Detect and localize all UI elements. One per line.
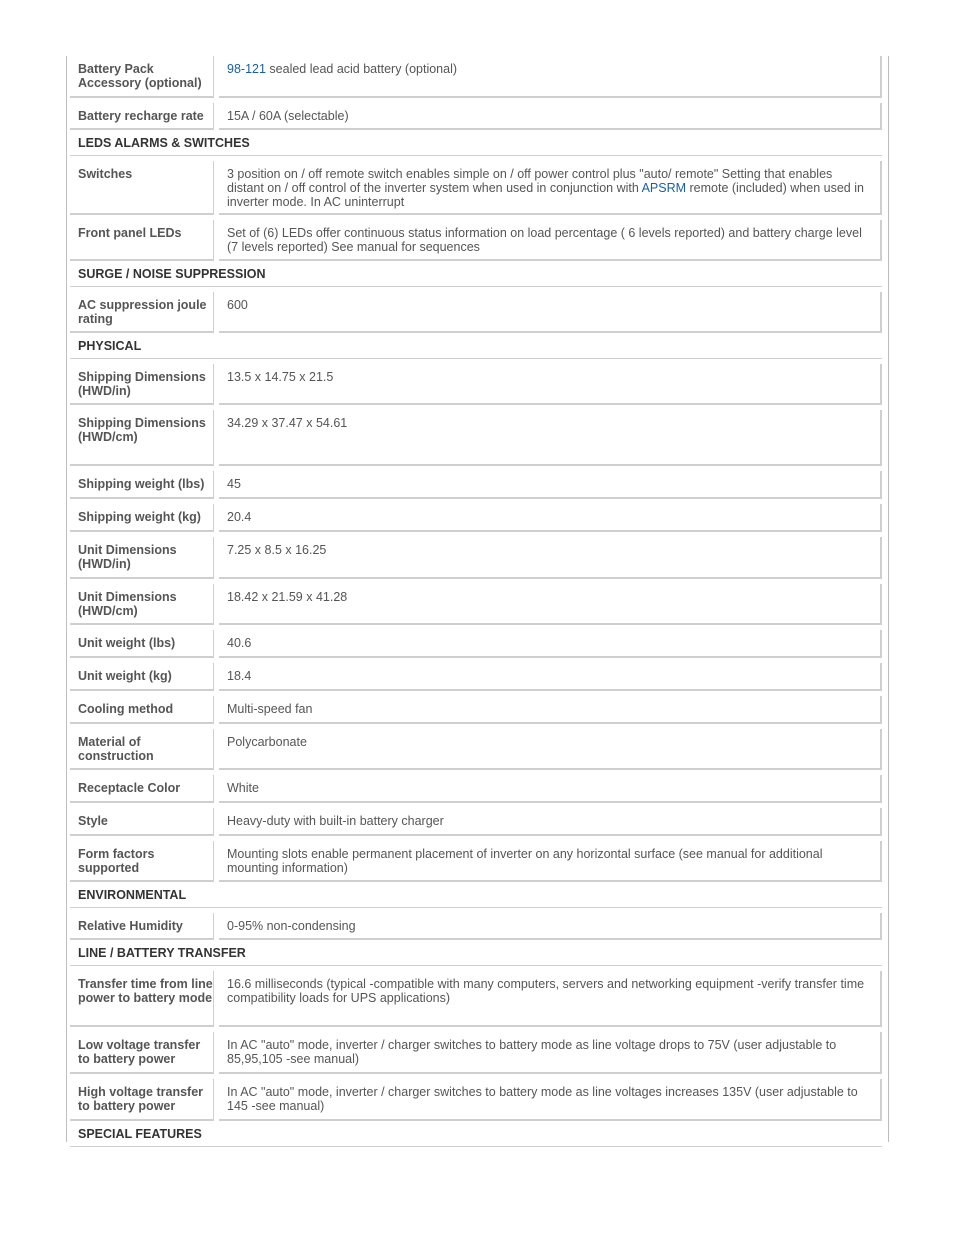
- spec-label: Shipping Dimensions (HWD/cm): [70, 410, 214, 466]
- spec-label: Form factors supported: [70, 841, 214, 882]
- section-header: SURGE / NOISE SUPPRESSION: [70, 262, 882, 287]
- spec-label: Style: [70, 808, 214, 836]
- spec-value: 3 position on / off remote switch enables simple on / off power control plus "auto/ remote" Setting that enables distant on / off control of the inverter system when used in conjunction with APSRM remote (included) when used in inverter mode. In AC uninterrupt: [219, 161, 882, 215]
- spec-label: Low voltage transfer to battery power: [70, 1032, 214, 1074]
- spec-value: 20.4: [219, 504, 882, 532]
- spec-value: Heavy-duty with built-in battery charger: [219, 808, 882, 836]
- table-row: [70, 103, 882, 130]
- spec-value: In AC "auto" mode, inverter / charger switches to battery mode as line voltage drops to 75V (user adjustable to 85,95,105 -see manual): [219, 1032, 882, 1074]
- spec-value: 45: [219, 471, 882, 499]
- table-row: [70, 971, 882, 1027]
- table-row: [70, 663, 882, 691]
- apsrm-link[interactable]: APSRM: [641, 181, 687, 195]
- spec-value: 18.4: [219, 663, 882, 691]
- spec-value: 16.6 milliseconds (typical -compatible with many computers, servers and networking equipment -verify transfer time compatibility loads for UPS applications): [219, 971, 882, 1027]
- spec-value: Mounting slots enable permanent placement of inverter on any horizontal surface (see manual for additional mounting information): [219, 841, 882, 882]
- table-row: [70, 696, 882, 724]
- table-row: [70, 292, 882, 333]
- table-row: [70, 913, 882, 940]
- spec-value: 34.29 x 37.47 x 54.61: [219, 410, 882, 466]
- spec-value: Multi-speed fan: [219, 696, 882, 724]
- spec-label: Cooling method: [70, 696, 214, 724]
- spec-label: Receptacle Color: [70, 775, 214, 803]
- spec-value: 40.6: [219, 630, 882, 658]
- table-row: [70, 1079, 882, 1121]
- section-header: SPECIAL FEATURES: [70, 1122, 882, 1147]
- table-row: [70, 504, 882, 532]
- table-row: [70, 841, 882, 882]
- spec-value: White: [219, 775, 882, 803]
- section-header: PHYSICAL: [70, 334, 882, 359]
- spec-label: Unit Dimensions (HWD/in): [70, 537, 214, 579]
- spec-label: Shipping weight (kg): [70, 504, 214, 532]
- spec-label: Unit weight (kg): [70, 663, 214, 691]
- table-row: [70, 410, 882, 466]
- table-row: [70, 537, 882, 579]
- table-row: [70, 161, 882, 215]
- spec-value: 15A / 60A (selectable): [219, 103, 882, 130]
- spec-label: Material of construction: [70, 729, 214, 770]
- table-row: [70, 471, 882, 499]
- table-row: [70, 1032, 882, 1074]
- spec-label: Shipping Dimensions (HWD/in): [70, 364, 214, 405]
- spec-label: Battery Pack Accessory (optional): [70, 56, 214, 98]
- table-row: [70, 729, 882, 770]
- spec-value: Set of (6) LEDs offer continuous status information on load percentage ( 6 levels reported) and battery charge level (7 levels reported) See manual for sequences: [219, 220, 882, 261]
- table-row: [70, 584, 882, 625]
- table-row: [70, 56, 882, 98]
- spec-value: 600: [219, 292, 882, 333]
- spec-label: Front panel LEDs: [70, 220, 214, 261]
- spec-table: [70, 56, 882, 1152]
- spec-value: 98-121 sealed lead acid battery (optional): [219, 56, 882, 98]
- spec-label: Unit Dimensions (HWD/cm): [70, 584, 214, 625]
- table-row: [70, 364, 882, 405]
- table-row: [70, 220, 882, 261]
- section-header: LINE / BATTERY TRANSFER: [70, 941, 882, 966]
- spec-value: Polycarbonate: [219, 729, 882, 770]
- spec-label: Switches: [70, 161, 214, 215]
- spec-value: 0-95% non-condensing: [219, 913, 882, 940]
- spec-label: AC suppression joule rating: [70, 292, 214, 333]
- spec-label: Transfer time from line power to battery mode: [70, 971, 214, 1027]
- battery-link[interactable]: 98-121: [227, 62, 266, 76]
- table-row: [70, 808, 882, 836]
- spec-value: 18.42 x 21.59 x 41.28: [219, 584, 882, 625]
- spec-value: In AC "auto" mode, inverter / charger switches to battery mode as line voltages increases 135V (user adjustable to 145 -see manual): [219, 1079, 882, 1121]
- section-header: ENVIRONMENTAL: [70, 883, 882, 908]
- spec-value: 7.25 x 8.5 x 16.25: [219, 537, 882, 579]
- table-row: [70, 775, 882, 803]
- table-row: [70, 630, 882, 658]
- spec-value: 13.5 x 14.75 x 21.5: [219, 364, 882, 405]
- spec-label: Unit weight (lbs): [70, 630, 214, 658]
- spec-label: Relative Humidity: [70, 913, 214, 940]
- section-header: LEDS ALARMS & SWITCHES: [70, 131, 882, 156]
- spec-label: Shipping weight (lbs): [70, 471, 214, 499]
- spec-label: Battery recharge rate: [70, 103, 214, 130]
- spec-label: High voltage transfer to battery power: [70, 1079, 214, 1121]
